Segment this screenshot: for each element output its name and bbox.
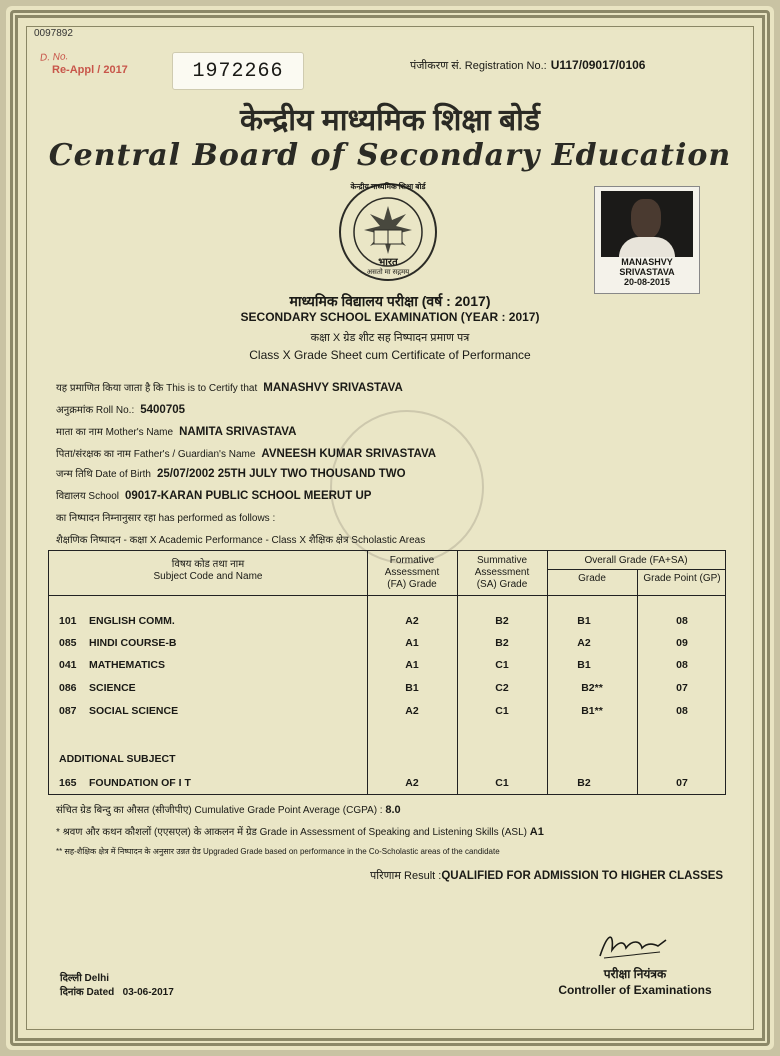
overall-subheader-line (547, 569, 725, 570)
grade-point: 08 (676, 705, 688, 717)
father-name: AVNEESH KUMAR SRIVASTAVA (261, 448, 437, 460)
overall-grade: B1 (577, 659, 591, 671)
place-date (60, 972, 174, 1000)
asl-line (56, 824, 544, 838)
sa-grade: C1 (495, 777, 509, 789)
cgpa-label: संचित ग्रेड बिन्दु का औसत (सीजीपीए) Cumulative Grade Point Average (CGPA) : (56, 805, 383, 816)
subject-code: 041 (59, 659, 77, 671)
header-sa-line1: Summative (476, 555, 527, 566)
col-divider-overall (547, 551, 548, 794)
shirt-shape (619, 237, 675, 257)
emblem-label: भारत (378, 257, 398, 268)
header-bottom-line (49, 595, 725, 596)
sa-grade: B2 (495, 615, 509, 627)
header-sa-line2: Assessment (474, 567, 530, 578)
header-sa-line3: (SA) Grade (476, 579, 528, 590)
sa-grade: B2 (495, 637, 509, 649)
photo-caption-line1: MANASHVY (621, 257, 673, 267)
photo-caption-line2: SRIVASTAVA (619, 267, 675, 277)
exam-title-english: SECONDARY SCHOOL EXAMINATION (YEAR : 2017) (240, 310, 540, 324)
overall-grade: B2** (581, 682, 603, 694)
grade-point: 08 (676, 615, 688, 627)
overall-grade: A2 (577, 637, 591, 649)
header-subject (49, 559, 367, 583)
sa-grade: C1 (495, 659, 509, 671)
header-fa-line1: Formative (389, 555, 435, 566)
fa-grade: B1 (405, 682, 419, 694)
student-photo (594, 186, 700, 294)
fa-grade: A2 (405, 777, 419, 789)
date-of-birth: 25/07/2002 25TH JULY TWO THOUSAND TWO (157, 468, 406, 480)
registration-label: पंजीकरण सं. Registration No.: (410, 60, 547, 72)
dob-label: जन्म तिथि Date of Birth (56, 469, 151, 480)
certify-label: यह प्रमाणित किया जाता है कि This is to Certify that (56, 383, 258, 394)
cgpa-value: 8.0 (385, 804, 401, 816)
result-line (370, 868, 723, 883)
cgpa-line (56, 802, 401, 816)
header-fa-line3: (FA) Grade (387, 579, 437, 590)
place: दिल्ली Delhi (60, 973, 110, 984)
controller-english: Controller of Examinations (558, 983, 712, 997)
controller-hindi: परीक्षा नियंत्रक (603, 967, 667, 981)
sa-grade: C1 (495, 705, 509, 717)
photo-caption-date: 20-08-2015 (623, 277, 671, 287)
photo-caption (595, 257, 699, 287)
academic-line: शैक्षणिक निष्पादन - कक्षा X Academic Performance - Class X शैक्षिक क्षेत्र Scholastic Areas (56, 535, 426, 546)
sa-grade: C2 (495, 682, 509, 694)
subject-code: 165 (59, 777, 77, 789)
roll-number: 5400705 (140, 404, 186, 416)
additional-subject-label: ADDITIONAL SUBJECT (59, 753, 176, 765)
red-stamp-line1: D. No. (39, 51, 69, 64)
asl-label: * श्रवण और कथन कौशलों (एएसएल) के आकलन में ग्रेड Grade in Assessment of Speaking and Listening Skills (ASL) (56, 827, 527, 838)
issue-date: 03-06-2017 (122, 987, 174, 998)
subject-name: HINDI COURSE-B (89, 637, 177, 649)
exam-title-hindi: माध्यमिक विद्यालय परीक्षा (वर्ष : 2017) (289, 293, 491, 309)
registration-number (410, 58, 645, 73)
school-label: विद्यालय School (56, 491, 119, 502)
student-name: MANASHVY SRIVASTAVA (263, 382, 403, 394)
header-fa-line2: Assessment (384, 567, 440, 578)
dated-label: दिनांक Dated (60, 987, 115, 998)
dated-line (60, 986, 174, 1000)
board-name-english: Central Board of Secondary Education (48, 138, 732, 173)
grade-table (48, 550, 726, 795)
fa-grade: A2 (405, 615, 419, 627)
emblem-motto: असतो मा सद्गमय (366, 269, 410, 276)
fa-grade: A1 (405, 637, 419, 649)
subject-name: SOCIAL SCIENCE (89, 705, 179, 717)
subject-code: 086 (59, 682, 77, 694)
face-shape (631, 199, 661, 239)
sheet-title-hindi: कक्षा X ग्रेड शीट सह निष्पादन प्रमाण पत्र (310, 332, 470, 344)
subject-code: 085 (59, 637, 77, 649)
header-grade-point: Grade Point (GP) (643, 573, 721, 584)
asl-value: A1 (529, 826, 544, 838)
signature-icon (594, 926, 674, 966)
header-sa (457, 555, 547, 591)
red-stamp-line2: Re-Appl / 2017 (52, 64, 128, 76)
roll-label: अनुक्रमांक Roll No.: (56, 405, 135, 416)
fa-grade: A2 (405, 705, 419, 717)
result-label: परिणाम Result : (370, 870, 442, 882)
subject-name: SCIENCE (89, 682, 136, 694)
father-line (56, 446, 436, 460)
result-value: QUALIFIED FOR ADMISSION TO HIGHER CLASSES (441, 870, 724, 882)
roll-line (56, 402, 185, 416)
grade-point: 09 (676, 637, 688, 649)
grade-point: 07 (676, 682, 688, 694)
grade-point: 08 (676, 659, 688, 671)
upgraded-grade-note: ** सह-शैक्षिक क्षेत्र में निष्पादन के अनुसार उन्नत ग्रेड Upgraded Grade based on performance in the Co-Scholastic areas of the candidate (56, 847, 500, 856)
header-subject-english: Subject Code and Name (153, 571, 263, 582)
dob-line (56, 466, 406, 480)
registration-value: U117/09017/0106 (550, 58, 646, 72)
mother-label: माता का नाम Mother's Name (56, 427, 174, 438)
photo-image (601, 191, 693, 257)
fa-grade: A1 (405, 659, 419, 671)
certify-line (56, 380, 403, 394)
school-name: 09017-KARAN PUBLIC SCHOOL MEERUT UP (124, 490, 372, 502)
board-name-hindi: केन्द्रीय माध्यमिक शिक्षा बोर्ड (240, 104, 540, 137)
header-overall: Overall Grade (FA+SA) (584, 555, 688, 566)
subject-code: 087 (59, 705, 77, 717)
subject-code: 101 (59, 615, 77, 627)
subject-name: ENGLISH COMM. (89, 615, 175, 627)
performed-line: का निष्पादन निम्नानुसार रहा has performed as follows : (56, 513, 276, 524)
father-label: पिता/संरक्षक का नाम Father's / Guardian's Name (56, 449, 256, 460)
subject-name: FOUNDATION OF I T (89, 777, 191, 789)
overall-grade: B1** (581, 705, 603, 717)
header-fa (367, 555, 457, 591)
overall-grade: B1 (577, 615, 591, 627)
serial-number: 0097892 (34, 28, 73, 39)
overall-grade: B2 (577, 777, 591, 789)
school-line (56, 488, 371, 502)
mother-line (56, 424, 296, 438)
header-grade: Grade (578, 573, 606, 584)
emblem-top-text: केन्द्रीय माध्यमिक शिक्षा बोर्ड (350, 182, 426, 191)
controller-block (540, 966, 730, 998)
certificate-number: 1972266 (172, 52, 304, 90)
sheet-title-english: Class X Grade Sheet cum Certificate of Performance (249, 348, 531, 362)
subject-name: MATHEMATICS (89, 659, 166, 671)
mother-name: NAMITA SRIVASTAVA (179, 426, 297, 438)
grade-point: 07 (676, 777, 688, 789)
header-subject-hindi: विषय कोड तथा नाम (171, 559, 245, 570)
